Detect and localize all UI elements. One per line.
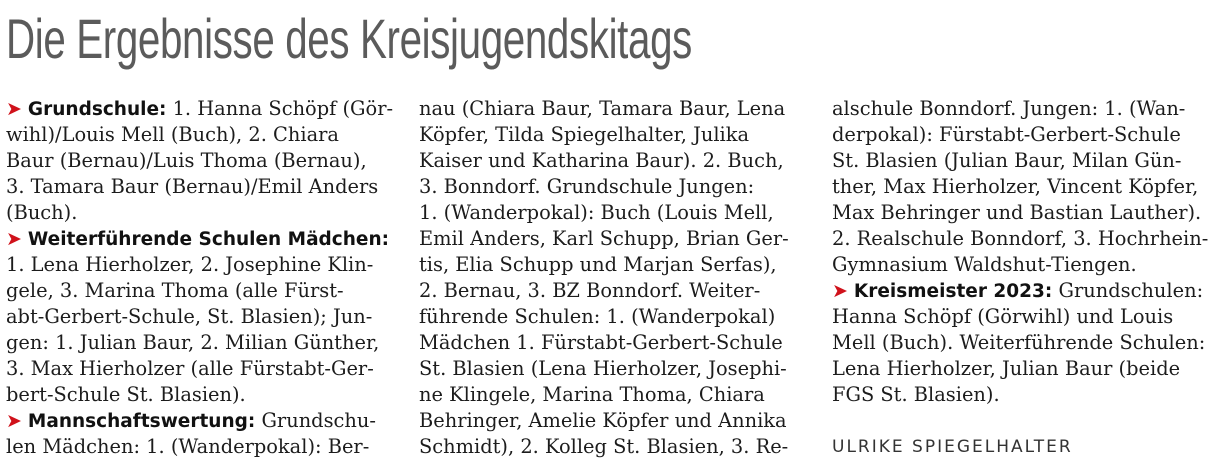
text-line [6,304,398,330]
line-text: (Buch). [6,201,78,224]
line-text: 2. Realschule Bonndorf, 3. Hochrhein- [832,227,1209,250]
line-text: 3. Bonndorf. Grundschule Jungen: [419,175,755,198]
author-byline: ULRIKE SPIEGELHALTER [832,437,1073,457]
line-text: 3. Tamara Baur (Bernau)/Emil Anders [6,175,379,198]
text-line [419,278,811,304]
column-3 [832,96,1224,460]
text-line [419,174,811,200]
text-line [832,200,1224,226]
line-text: gele, 3. Marina Thoma (alle Fürst- [6,279,344,302]
line-text: Grundschulen: [1052,279,1204,302]
line-text: gen: 1. Julian Baur, 2. Milian Günther, [6,331,380,354]
line-text: Gymnasium Waldshut-Tiengen. [832,253,1137,276]
column-1 [6,96,398,460]
line-text: 1. (Wanderpokal): Buch (Louis Mell, [419,201,774,224]
text-line [832,96,1224,122]
text-line [832,174,1224,200]
text-line [832,356,1224,382]
text-line [832,148,1224,174]
line-text: führende Schulen: 1. (Wanderpokal) [419,305,776,328]
text-line [419,330,811,356]
line-text: Behringer, Amelie Köpfer und Annika [419,409,787,432]
section-keyword: Weiterführende Schulen Mädchen: [27,229,390,250]
line-text: 1. Lena Hierholzer, 2. Josephine Klin- [6,253,374,276]
red-arrow-icon: ➤ [6,228,22,250]
line-text: wihl)/Louis Mell (Buch), 2. Chiara [6,123,339,146]
text-line [832,278,1224,304]
line-text: Max Behringer und Bastian Lauther). [832,201,1202,224]
section-keyword: Grundschule: [27,99,167,120]
red-arrow-icon: ➤ [6,98,22,120]
line-text: 3. Max Hierholzer (alle Fürstabt-Ger- [6,357,374,380]
headline: Die Ergebnisse des Kreisjugendskitags [6,7,692,70]
text-line [832,122,1224,148]
text-line [6,122,398,148]
line-text: FGS St. Blasien). [832,383,1000,406]
column-2 [419,96,811,460]
red-arrow-icon: ➤ [6,410,22,432]
line-text: Grundschu- [255,409,376,432]
line-text: abt-Gerbert-Schule, St. Blasien); Jun- [6,305,373,328]
line-text: St. Blasien (Lena Hierholzer, Josephi- [419,357,787,380]
text-line [419,434,811,460]
text-line [419,408,811,434]
line-text: Schmidt), 2. Kolleg St. Blasien, 3. Re- [419,435,789,458]
text-line [6,434,398,460]
text-line [6,408,398,434]
text-line [419,252,811,278]
line-text: Lena Hierholzer, Julian Baur (beide [832,357,1181,380]
section-keyword: Kreismeister 2023: [853,281,1053,302]
text-line [6,96,398,122]
text-line [419,122,811,148]
line-text: St. Blasien (Julian Baur, Milan Gün- [832,149,1182,172]
text-line [419,356,811,382]
text-line [6,148,398,174]
line-text: 2. Bernau, 3. BZ Bonndorf. Weiter- [419,279,761,302]
line-text: ther, Max Hierholzer, Vincent Köpfer, [832,175,1199,198]
line-text: Mädchen 1. Fürstabt-Gerbert-Schule [419,331,783,354]
text-line [6,174,398,200]
line-text: Mell (Buch). Weiterführende Schulen: [832,331,1206,354]
line-text: alschule Bonndorf. Jungen: 1. (Wan- [832,97,1186,120]
text-line [419,200,811,226]
text-line [832,226,1224,252]
text-line [832,382,1224,408]
line-text: ne Klingele, Marina Thoma, Chiara [419,383,765,406]
line-text: Kaiser und Katharina Baur). 2. Buch, [419,149,784,172]
line-text: Emil Anders, Karl Schupp, Brian Ger- [419,227,789,250]
text-line [6,278,398,304]
text-line [419,148,811,174]
text-line [6,356,398,382]
line-text: tis, Elia Schupp und Marjan Serfas), [419,253,777,276]
text-line [832,304,1224,330]
text-line [6,330,398,356]
line-text: len Mädchen: 1. (Wanderpokal): Ber- [6,435,370,458]
line-text: Hanna Schöpf (Görwihl) und Louis [832,305,1174,328]
section-keyword: Mannschaftswertung: [27,411,256,432]
text-line [419,382,811,408]
text-line [419,304,811,330]
line-text: 1. Hanna Schöpf (Gör- [166,97,394,120]
line-text: Baur (Bernau)/Luis Thoma (Bernau), [6,149,367,172]
red-arrow-icon: ➤ [832,280,848,302]
text-line [6,226,398,252]
line-text: derpokal): Fürstabt-Gerbert-Schule [832,123,1181,146]
text-line [832,252,1224,278]
line-text: Köpfer, Tilda Spiegelhalter, Julika [419,123,750,146]
line-text: bert-Schule St. Blasien). [6,383,246,406]
text-line [6,252,398,278]
text-line [6,200,398,226]
text-line [419,226,811,252]
text-line [6,382,398,408]
text-line [832,330,1224,356]
text-line [419,96,811,122]
line-text: nau (Chiara Baur, Tamara Baur, Lena [419,97,786,120]
